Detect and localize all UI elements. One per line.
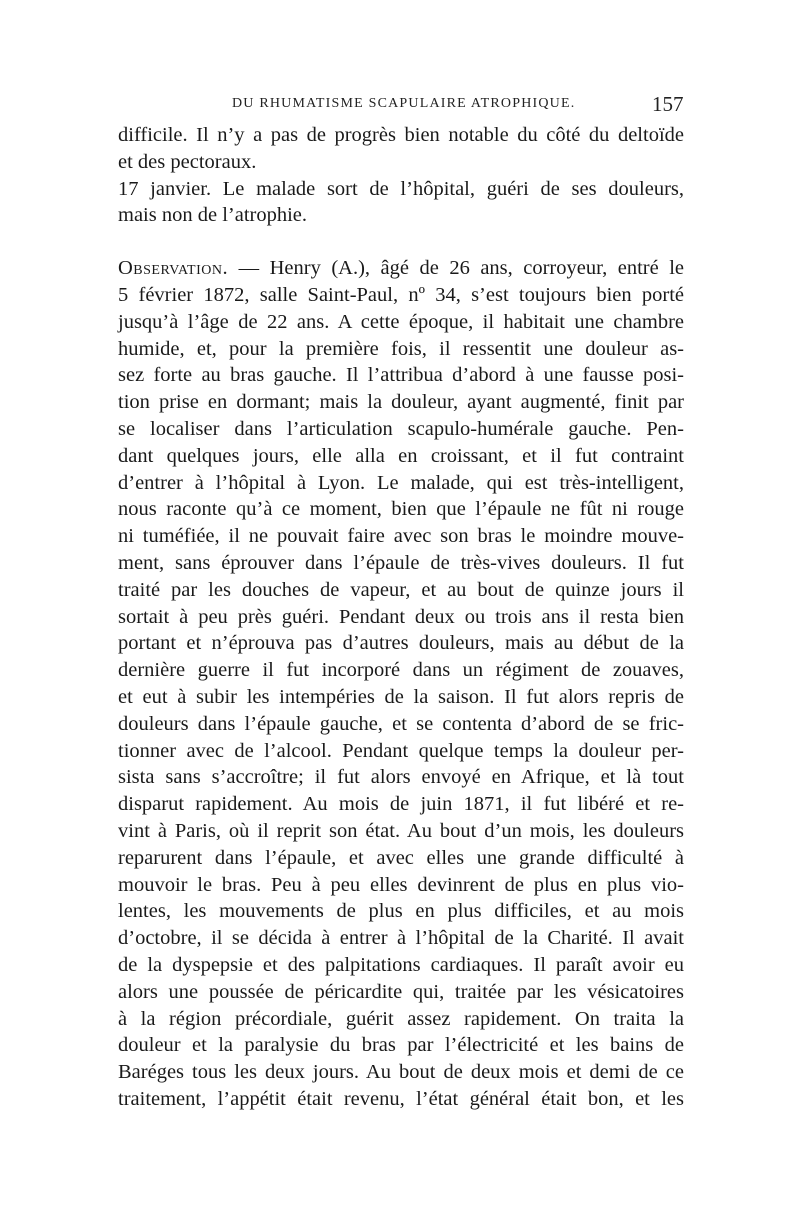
running-head — [0, 92, 800, 120]
text-line: vint à Paris, où il reprit son état. Au bout d’un mois, les douleurs — [118, 819, 684, 842]
text-line: d’octobre, il se décida à entrer à l’hôpital de la Charité. Il avait — [118, 927, 684, 950]
text-line: mouvoir le bras. Peu à peu elles devinrent de plus en plus vio- — [118, 873, 684, 896]
page-number: 157 — [652, 92, 684, 116]
text-line: se localiser dans l’articulation scapulo-humérale gauche. Pen- — [118, 417, 684, 440]
observation-first-line: — Henry (A.), âgé de 26 ans, corroyeur, entré le — [228, 257, 684, 280]
text-line: Baréges tous les deux jours. Au bout de deux mois et demi de ce — [118, 1061, 684, 1084]
paragraph-date-entry — [118, 176, 684, 230]
text-line: portant et n’éprouva pas d’autres douleurs, mais au début de la — [118, 632, 684, 655]
text-line: douleurs dans l’épaule gauche, et se contenta d’abord de se fric- — [118, 712, 684, 735]
text-line: nous raconte qu’à ce moment, bien que l’épaule ne fût ni rouge — [118, 498, 684, 521]
text-line: lentes, les mouvements de plus en plus difficiles, et au mois — [118, 900, 684, 923]
text-line: à la région précordiale, guérit assez rapidement. On traita la — [118, 1007, 684, 1030]
paragraph-continuation — [118, 122, 684, 176]
text-line: dant quelques jours, elle alla en croissant, et il fut contraint — [118, 444, 684, 467]
text-line: dernière guerre il fut incorporé dans un régiment de zouaves, — [118, 659, 684, 682]
text-line: tionner avec de l’alcool. Pendant quelque temps la douleur per- — [118, 739, 684, 762]
text-line: ni tuméfiée, il ne pouvait faire avec son bras le moindre mouve- — [118, 525, 684, 548]
text-line: mais non de l’atrophie. — [118, 204, 308, 227]
text-line: douleur et la paralysie du bras par l’électricité et les bains de — [118, 1034, 684, 1057]
text-line: et des pectoraux. — [118, 150, 257, 173]
text-line: jusqu’à l’âge de 22 ans. A cette époque, il habitait une chambre — [118, 310, 684, 333]
text-line: ment, sans éprouver dans l’épaule de très-vives douleurs. Il fut — [118, 551, 684, 574]
body-text — [118, 122, 684, 1113]
paragraph-gap — [118, 229, 684, 255]
text-line: difficile. Il n’y a pas de progrès bien notable du côté du deltoïde — [118, 124, 684, 146]
observation-heading: Observation. — [118, 257, 229, 280]
text-line: de la dyspepsie et des palpitations cardiaques. Il paraît avoir eu — [118, 953, 684, 976]
text-line: 5 février 1872, salle Saint-Paul, nº 34, s’est toujours bien porté — [118, 283, 684, 306]
text-line: disparut rapidement. Au mois de juin 1871, il fut libéré et re- — [118, 793, 684, 816]
text-line: sista sans s’accroître; il fut alors envoyé en Afrique, et là tout — [118, 766, 684, 789]
text-line: sortait à peu près guéri. Pendant deux ou trois ans il resta bien — [118, 605, 684, 628]
text-line: tion prise en dormant; mais la douleur, ayant augmenté, finit par — [118, 391, 684, 414]
text-line: alors une poussée de péricardite qui, traitée par les vésicatoires — [118, 980, 684, 1003]
text-line: sez forte au bras gauche. Il l’attribua d’abord à une fausse posi- — [118, 364, 684, 387]
text-line: reparurent dans l’épaule, et avec elles une grande difficulté à — [118, 846, 684, 869]
paragraph-observation — [118, 255, 684, 1113]
text-line: traité par les douches de vapeur, et au bout de quinze jours il — [118, 578, 684, 601]
running-title: DU RHUMATISME SCAPULAIRE ATROPHIQUE. — [232, 96, 576, 111]
text-line: et eut à subir les intempéries de la saison. Il fut alors repris de — [118, 685, 684, 708]
text-line: d’entrer à l’hôpital à Lyon. Le malade, qui est très-intelligent, — [118, 471, 684, 494]
text-line: humide, et, pour la première fois, il ressentit une douleur as- — [118, 337, 684, 360]
text-line — [118, 255, 684, 282]
text-line: 17 janvier. Le malade sort de l’hôpital, guéri de ses douleurs, — [118, 177, 684, 200]
text-line: traitement, l’appétit était revenu, l’état général était bon, et les — [118, 1087, 684, 1110]
